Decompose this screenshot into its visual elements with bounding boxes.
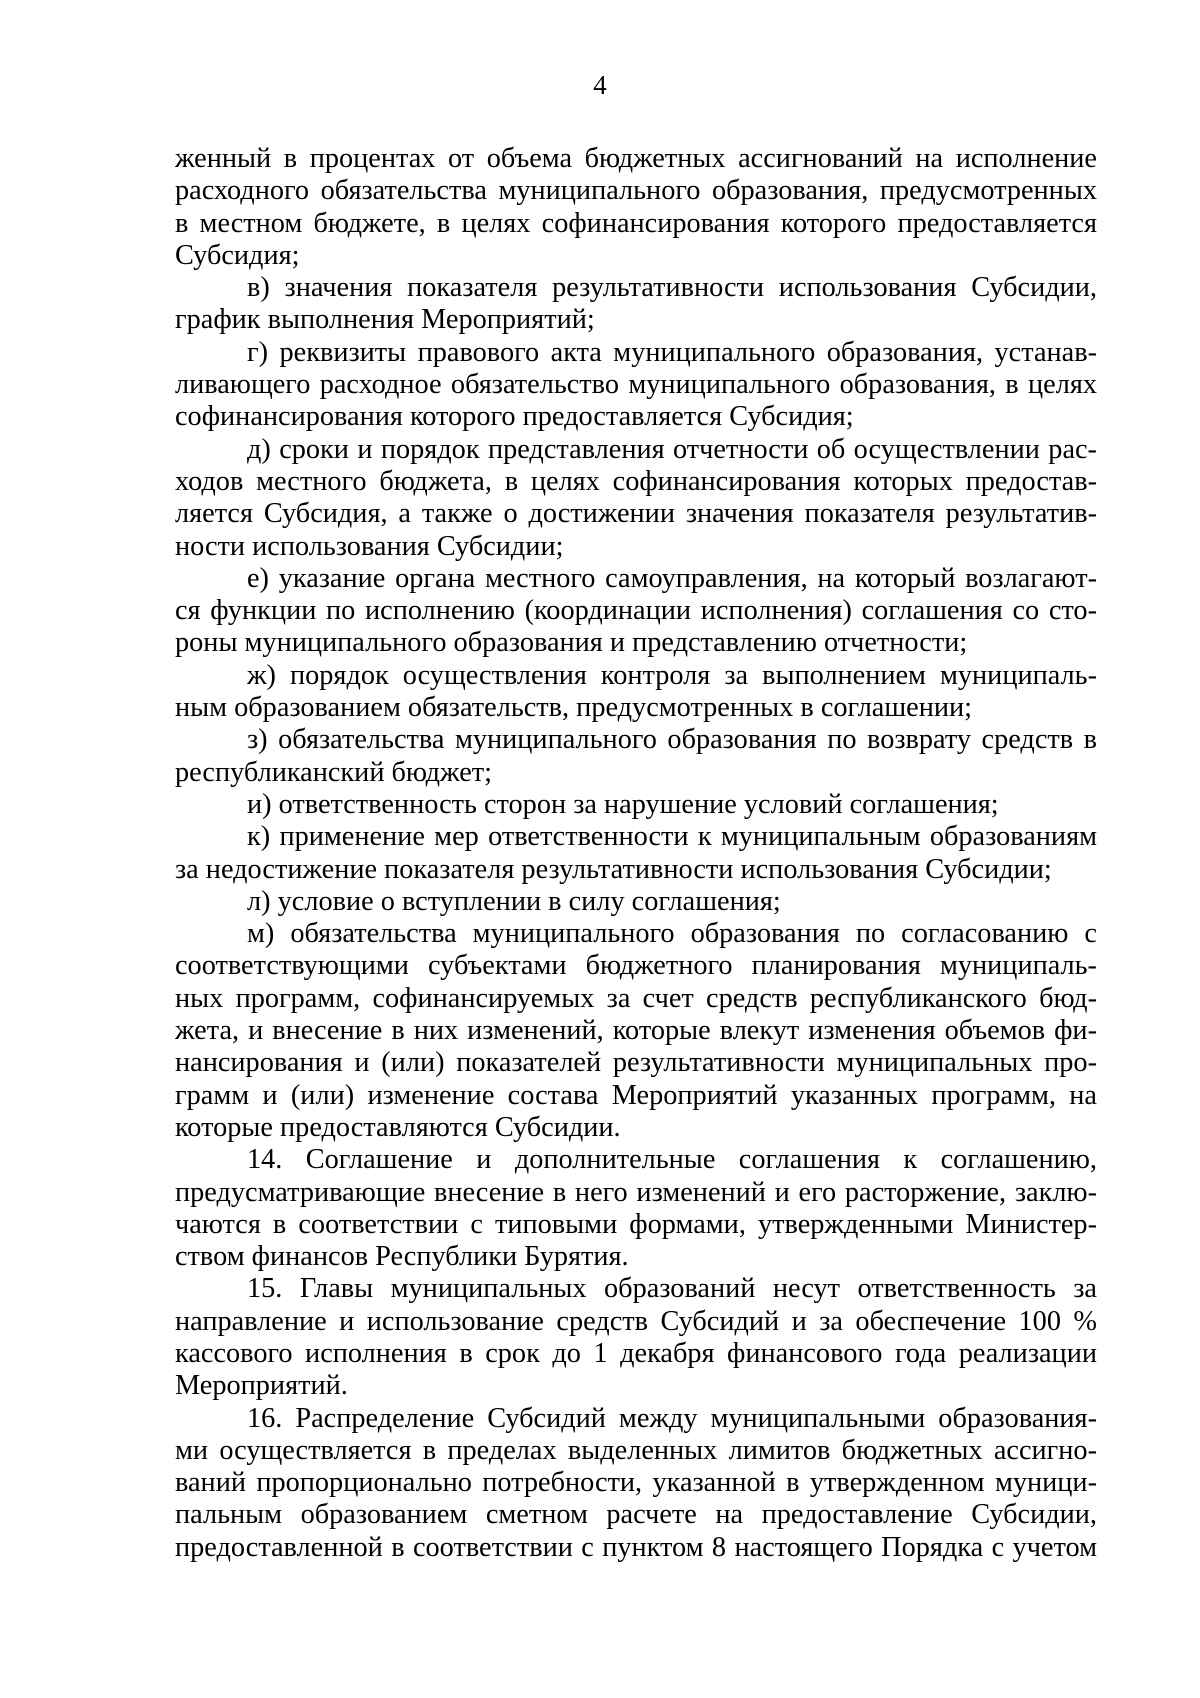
text-line: 14. Соглашение и дополнительные соглашения к соглашению, <box>247 1144 1097 1176</box>
text-line: которые предоставляются Субсидии. <box>175 1111 621 1143</box>
text-line: г) реквизиты правового акта муниципального образования, устанав- <box>247 336 1097 368</box>
text-line: женный в процентах от объема бюджетных ассигнований на исполнение <box>175 143 1097 174</box>
text-line: график выполнения Мероприятий; <box>175 304 595 336</box>
text-line: Субсидия; <box>175 239 300 271</box>
text-line: предусматривающие внесение в него изменений и его расторжение, заклю- <box>175 1176 1097 1208</box>
text-line: з) обязательства муниципального образования по возврату средств в <box>247 724 1097 756</box>
text-line: к) применение мер ответственности к муниципальным образованиям <box>247 821 1097 853</box>
text-line: соответствующими субъектами бюджетного планирования муниципаль- <box>175 950 1097 982</box>
text-line: и) ответственность сторон за нарушение условий соглашения; <box>247 788 999 820</box>
text-line: ж) порядок осуществления контроля за выполнением муниципаль- <box>247 659 1097 691</box>
text-line: республиканский бюджет; <box>175 756 492 788</box>
text-line: л) условие о вступлении в силу соглашения; <box>247 885 781 917</box>
text-line: кассового исполнения в срок до 1 декабря финансового года реализации <box>175 1337 1097 1369</box>
text-line: предоставленной в соответствии с пунктом 8 настоящего Порядка с учетом <box>175 1531 1097 1563</box>
text-line: роны муниципального образования и представлению отчетности; <box>175 627 968 659</box>
text-line: м) обязательства муниципального образования по согласованию с <box>247 918 1097 950</box>
text-line: ным образованием обязательств, предусмотренных в соглашении; <box>175 692 973 724</box>
text-line: 16. Распределение Субсидий между муниципальными образования- <box>247 1402 1097 1434</box>
text-line: за недостижение показателя результативности использования Субсидии; <box>175 853 1052 885</box>
text-line: Мероприятий. <box>175 1370 348 1402</box>
text-line: ми осуществляется в пределах выделенных лимитов бюджетных ассигно- <box>175 1434 1097 1466</box>
text-line: направление и использование средств Субсидий и за обеспечение 100 % <box>175 1305 1097 1337</box>
text-line: д) сроки и порядок представления отчетности об осуществлении рас- <box>247 433 1097 465</box>
text-line: грамм и (или) изменение состава Мероприятий указанных программ, на <box>175 1079 1097 1111</box>
text-line: е) указание органа местного самоуправления, на который возлагают- <box>247 562 1097 594</box>
text-line: софинансирования которого предоставляется Субсидия; <box>175 401 854 433</box>
text-line: пальным образованием сметном расчете на предоставление Субсидии, <box>175 1499 1097 1531</box>
text-line: ваний пропорционально потребности, указанной в утвержденном муници- <box>175 1467 1097 1499</box>
text-line: нансирования и (или) показателей результативности муниципальных про- <box>175 1047 1097 1079</box>
text-line: в местном бюджете, в целях софинансирования которого предоставляется <box>175 207 1097 239</box>
page-number: 4 <box>593 70 607 100</box>
text-line: ся функции по исполнению (координации исполнения) соглашения со сто- <box>175 595 1097 627</box>
text-line: ством финансов Республики Бурятия. <box>175 1241 629 1273</box>
text-line: чаются в соответствии с типовыми формами, утвержденными Министер- <box>175 1208 1097 1240</box>
text-line: ности использования Субсидии; <box>175 530 564 562</box>
text-line: жета, и внесение в них изменений, которые влекут изменения объемов фи- <box>175 1015 1097 1047</box>
text-line: в) значения показателя результативности использования Субсидии, <box>247 272 1097 304</box>
document-body <box>175 143 1097 1564</box>
text-line: ливающего расходное обязательство муниципального образования, в целях <box>175 369 1097 401</box>
text-line: ходов местного бюджета, в целях софинансирования которых предостав- <box>175 465 1097 497</box>
text-line: 15. Главы муниципальных образований несут ответственность за <box>247 1273 1097 1305</box>
text-line: расходного обязательства муниципального образования, предусмотренных <box>175 175 1097 207</box>
text-line: ных программ, софинансируемых за счет средств республиканского бюд- <box>175 982 1097 1014</box>
text-line: ляется Субсидия, а также о достижении значения показателя результатив- <box>175 498 1097 530</box>
